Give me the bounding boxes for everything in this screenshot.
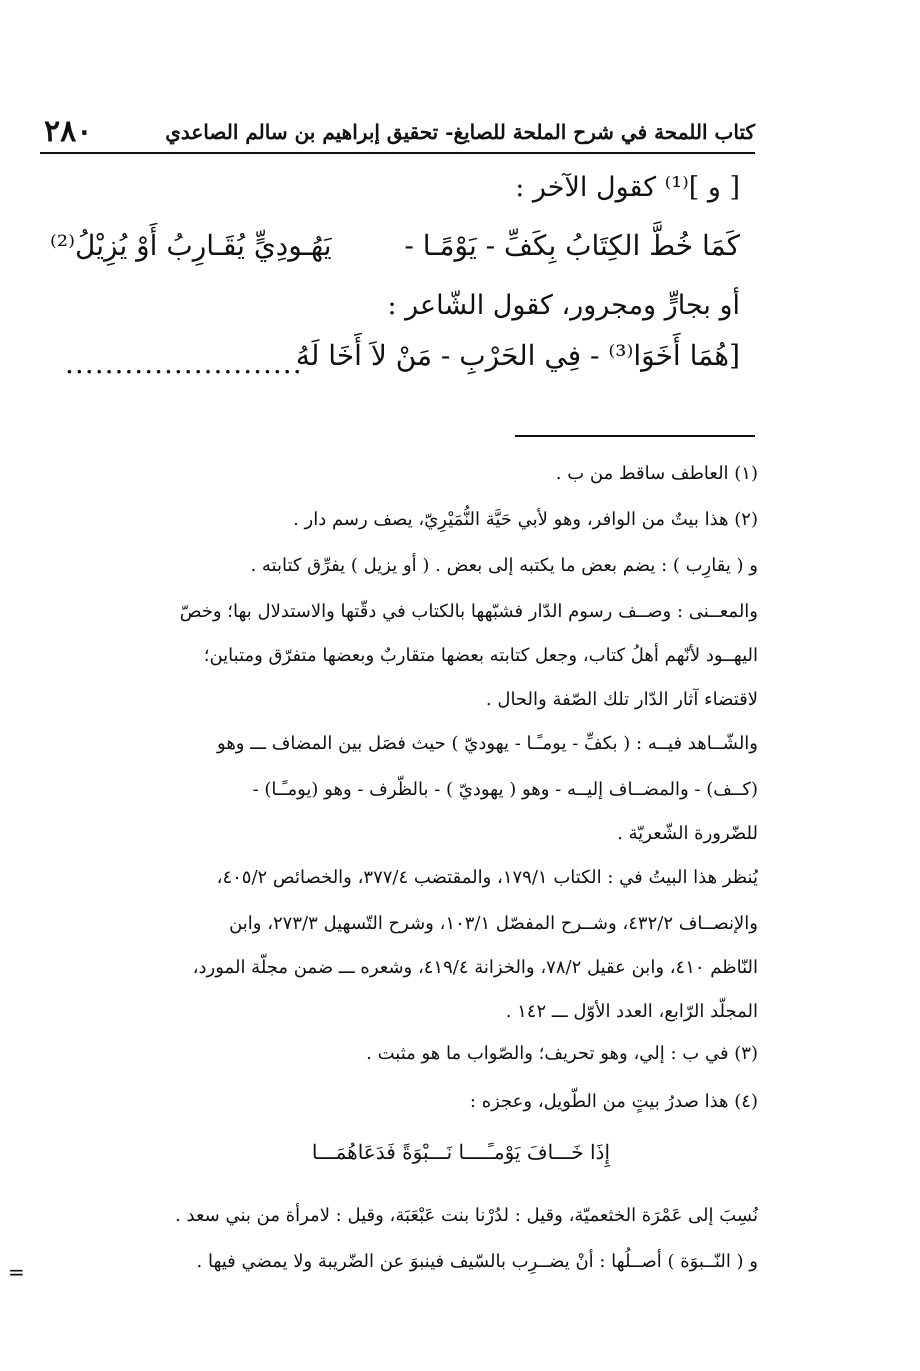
footnote-line: (٤) هذا صدرُ بيتٍ من الطّويل، وعجزه :	[469, 1091, 758, 1112]
footnote-line: للضّرورة الشّعريّة .	[617, 823, 758, 844]
header-rule	[40, 152, 755, 154]
footnote-line: المجلّد الرّابع، العدد الأوّل ـــ ١٤٢ .	[505, 1001, 758, 1022]
verse2-omission-dots: ........................	[65, 347, 303, 380]
footnote-line: (١) العاطف ساقط من ب .	[555, 463, 758, 484]
verse1-second-hemistich: يَهُـودِيٍّ يُقَـارِبُ أَوْ يُزِيْلُ⁽²⁾	[50, 229, 332, 262]
continuation-mark: =	[8, 1260, 25, 1284]
footnote-line: و ( يقارِب ) : يضم بعض ما يكتبه إلى بعض . ( أو يزيل ) يفرِّق كتابته .	[250, 555, 758, 576]
footnote-line: اليهــود لأنّهم أهلُ كتاب، وجعل كتابته بعضها متقاربٌ وبعضها متفرّق ومتباين؛	[203, 645, 758, 666]
header-title: كتاب اللمحة في شرح الملحة للصايغ- تحقيق إبراهيم بن سالم الصاعدي	[165, 120, 755, 144]
footnote-line: والشّــاهد فيــه : ( بكفِّ - يومـًـا - يهوديّ ) حيث فصَل بين المضاف ـــ وهو	[217, 733, 758, 754]
footnote-line: (٢) هذا بيتٌ من الوافر، وهو لأبي حَيَّة النُّمَيْرِيّ، يصف رسم دار .	[293, 509, 758, 530]
footnote-line: والإنصــاف ٤٣٢/٢، وشــرح المفصّل ١٠٣/١، وشرح التّسهيل ٢٧٣/٣، وابن	[229, 913, 758, 934]
footnote-line: و ( النّــبوَة ) أصــلُها : أنْ يضــرِب بالسّيف فينبوَ عن الضّريبة ولا يمضي فيها .	[196, 1251, 758, 1272]
footnote-line: النّاظم ٤١٠، وابن عقيل ٧٨/٢، والخزانة ٤١٩/٤، وشعره ـــ ضمن مجلّة المورد،	[192, 957, 758, 978]
verse1-first-hemistich: كَمَا خُطَّ الكِتَابُ بِكَفِّ - يَوْمًـا -	[404, 229, 740, 262]
verse2-first-hemistich: [هُمَا أَخَوَا⁽³⁾ - فِي الحَرْبِ - مَنْ لاَ أَخَا لَهُ	[295, 339, 740, 372]
page-number: ٢٨٠	[44, 114, 93, 149]
footnote-verse-hemistich: إِذَا خَـــافَ يَوْمـًــــا نَـــبْوَةً فَدَعَاهُمَـــا	[311, 1140, 610, 1164]
main-line-1: [ و ]⁽¹⁾ كقول الآخر :	[515, 172, 740, 203]
footnote-line: يُنظر هذا البيتُ في : الكتاب ١٧٩/١، والمقتضب ٣٧٧/٤، والخصائص ٤٠٥/٢،	[216, 867, 758, 888]
footnote-line: لاقتضاء آثار الدّار تلك الصّفة والحال .	[485, 689, 758, 710]
footnote-line: (٣) في ب : إلي، وهو تحريف؛ والصّواب ما هو مثبت .	[366, 1043, 758, 1064]
footnote-line: والمعــنى : وصــف رسوم الدّار فشبّهها بالكتاب في دقّتها والاستدلال بها؛ وخصّ	[179, 601, 758, 622]
running-header	[40, 112, 755, 152]
footnote-line: نُسِبَ إلى عَمْرَة الخثعميّة، وقيل : لدُرْنا بنت عَبْعَبَة، وقيل : لامرأة من بني سعد .	[175, 1205, 758, 1226]
main-line-2: أو بجارٍّ ومجرور، كقول الشّاعر :	[387, 290, 740, 321]
footnote-separator	[515, 435, 755, 437]
footnote-line: (كــف) - والمضــاف إليــه - وهو ( يهوديّ ) - بالظّرف - وهو (يومـًـا) -	[252, 779, 758, 800]
